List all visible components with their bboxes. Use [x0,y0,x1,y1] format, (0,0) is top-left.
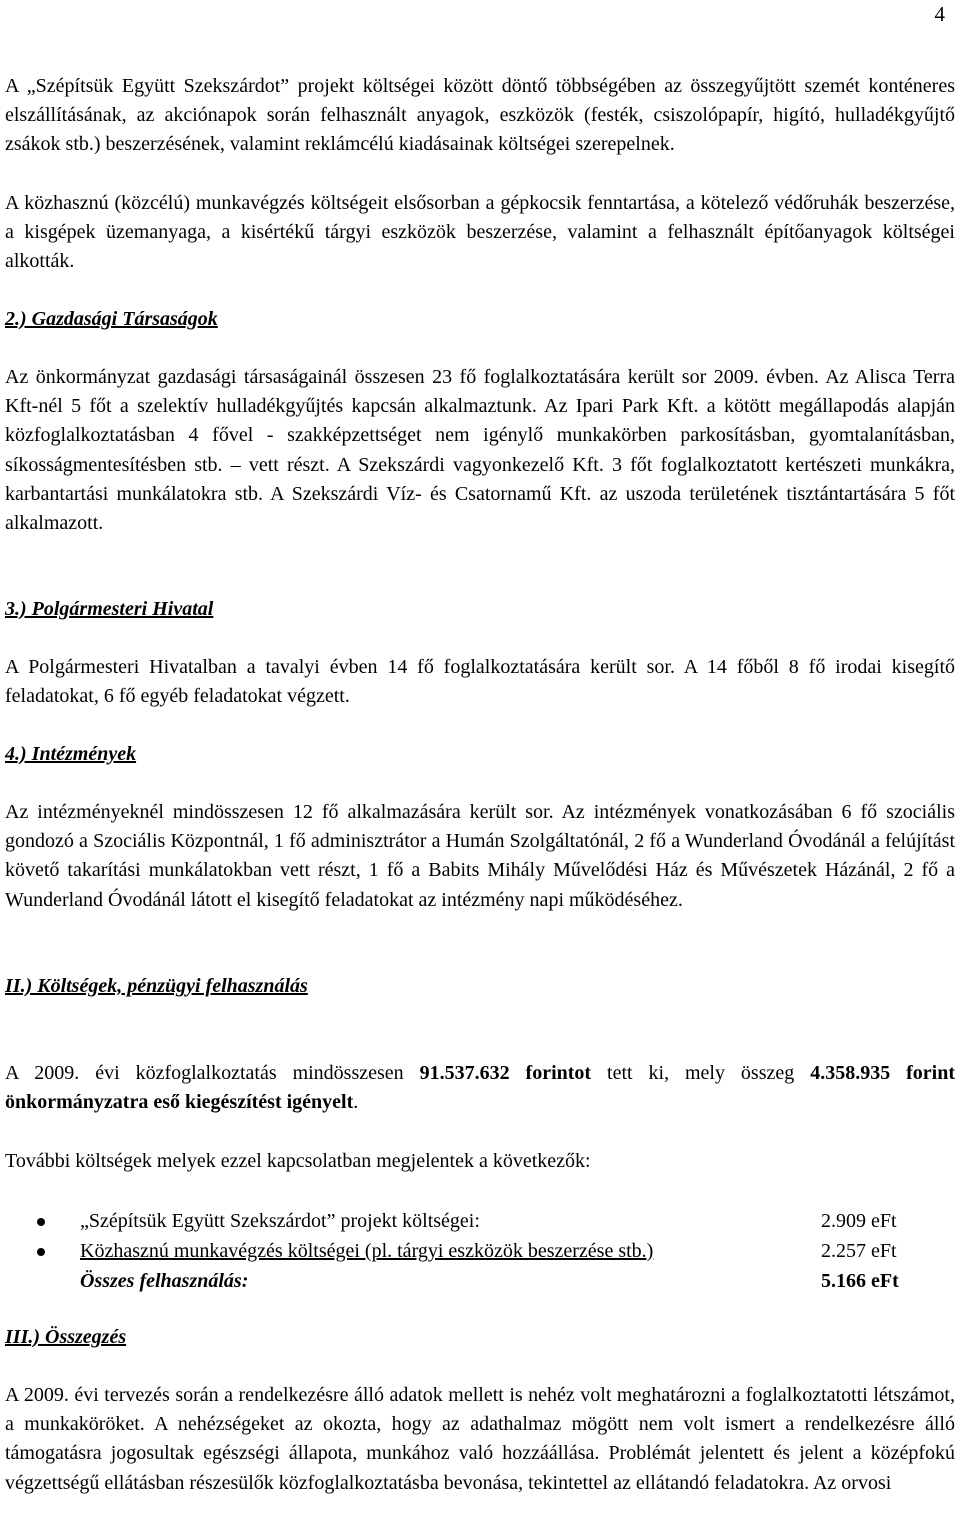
total-value: 5.166 eFt [821,1270,899,1292]
heading-text: II.) Költségek, pénzügyi felhasználás [5,975,308,997]
heading-mayors-office [5,595,955,624]
heading-text: 2.) Gazdasági Társaságok [5,308,218,330]
bullet-icon [37,1248,45,1256]
total-amount: 91.537.632 forintot [419,1062,592,1084]
paragraph-institutions: Az intézményeknél mindösszesen 12 fő alkalmazására került sor. Az intézmények vonatkozásában 6 fő szociális gondozó a Szociális Központnál, 1 fő adminisztrátor a Humán Szolgáltatónál, 2 fő a Wunderland Óvodánál a felújítást követő takarítási munkálatokban vett részt, 1 fő a Babits Mihály Művelődési Ház és Művészetek Házánál, 2 fő a Wunderland Óvodánál látott el kisegítő feladatokat az intézmény napi működéséhez. [5,801,955,911]
heading-text: 3.) Polgármesteri Hivatal [5,598,214,620]
paragraph-public-work-costs: A közhasznú (közcélú) munkavégzés költségeit elsősorban a gépkocsik fenntartása, a kötelező védőruhák beszerzése, a kisgépek üzemanyaga, a kisértékű tárgyi eszközök beszerzése, valamint a felhasznált építőanyagok költségei alkották. [5,192,955,273]
paragraph-total-cost [5,1059,955,1117]
paragraph-further-costs: További költségek melyek ezzel kapcsolatban megjelentek a következők: [5,1150,591,1172]
total-label: Összes felhasználás: [80,1270,249,1292]
text-segment: A 2009. évi közfoglalkoztatás mindösszesen [5,1062,420,1084]
heading-summary [5,1323,955,1352]
list-item [5,1236,955,1266]
page-number: 4 [934,2,945,26]
paragraph-mayors-office: A Polgármesteri Hivatalban a tavalyi évben 14 fő foglalkoztatására került sor. A 14 főből 8 fő irodai kisegítő feladatokat, 6 fő egyéb feladatokat végzett. [5,656,955,708]
paragraph-companies: Az önkormányzat gazdasági társaságainál összesen 23 fő foglalkoztatására került sor 2009. évben. Az Alisca Terra Kft-nél 5 főt a szelektív hulladékgyűjtés kapcsán alkalmaztunk. Az Ipari Park Kft. a kötött megállapodás alapján közfoglalkoztatásban 4 fővel - szakképzettséget nem igénylő munkakörben parkosításban, gyomtalanításban, síkosságmentesítésben stb. – vett részt. A Szekszárdi vagyonkezelő Kft. 3 főt foglalkoztatott kertészeti munkákra, karbantartási munkálatokra stb. A Szekszárdi Víz- és Csatornamű Kft. az uszoda területének tisztántartására 5 főt alkalmazott. [5,366,955,535]
municipal-supplement: 4.358.935 forint önkormányzatra eső kiegészítést igényelt [5,1062,955,1114]
heading-economic-companies [5,305,955,334]
list-item-total [5,1266,955,1296]
cost-label: Közhasznú munkavégzés költségei (pl. tárgyi eszközök beszerzése stb.) [80,1240,654,1262]
paragraph-project-costs: A „Szépítsük Együtt Szekszárdot” projekt költségei között döntő többségében az összegyűjtött szemét konténeres elszállításának, az akciónapok során felhasznált anyagok, eszközök (festék, csiszolópapír, higító, hulladékgyűjtő zsákok stb.) beszerzésének, valamint reklámcélú kiadásainak költségei szerepelnek. [5,75,955,156]
bullet-icon [37,1218,45,1226]
heading-text: 4.) Intézmények [5,743,137,765]
cost-value: 2.909 eFt [821,1210,897,1232]
cost-label: „Szépítsük Együtt Szekszárdot” projekt költségei: [80,1210,480,1232]
heading-costs [5,972,955,1001]
heading-text: III.) Összegzés [5,1326,127,1348]
cost-list [5,1206,955,1296]
heading-institutions [5,740,955,769]
text-segment: . [353,1091,359,1114]
text-segment: tett ki, mely összeg [591,1062,811,1084]
cost-value: 2.257 eFt [821,1240,897,1262]
paragraph-summary: A 2009. évi tervezés során a rendelkezésre álló adatok mellett is nehéz volt meghatározni a foglalkoztatotti létszámot, a munkaköröket. A nehézségeket az okozta, hogy az adathalmaz mögött nem volt ismert a rendelkezésre álló támogatásra jogosultak egészségi állapota, munkához való hozzáállása. Problémát jelentett és jelent a középfokú végzettségű ellátásban részesülők közfoglalkoztatásba bevonása, tekintettel az ellátandó feladatokra. Az orvosi [5,1384,955,1494]
list-item [5,1206,955,1236]
